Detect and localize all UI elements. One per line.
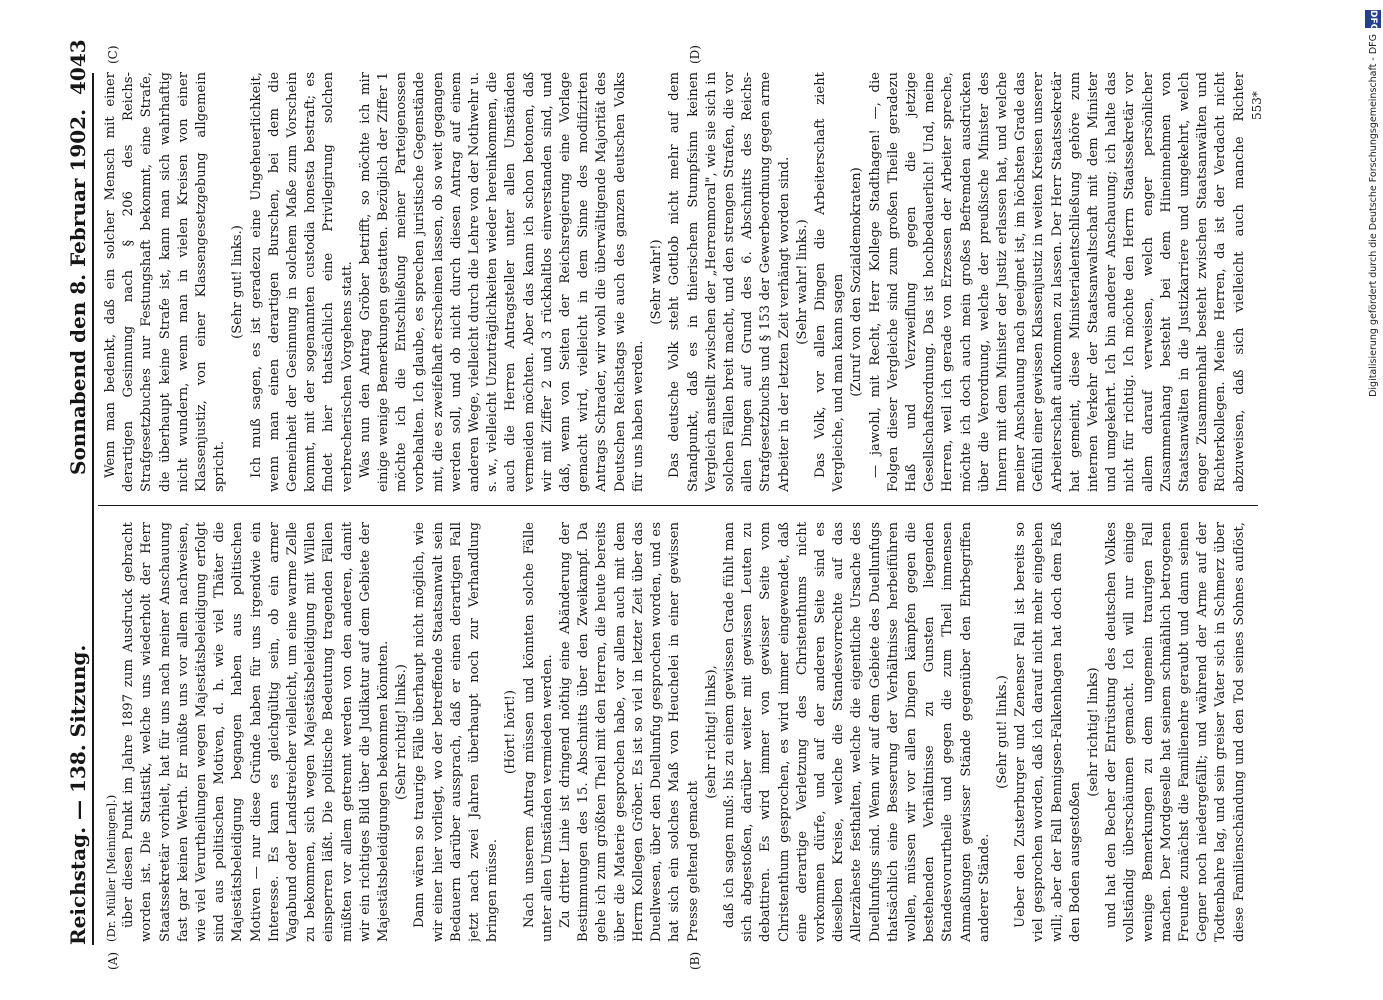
header-rule [92, 73, 94, 945]
left_column-paragraph: daß ich sagen muß: bis zu einem gewissen Grade fühlt man sich abgestoßen, darüber weiter mit gewissen Leuten zu debattiren. Es wird immer von gewisser Seite vom Christenthum gesprochen, es wird immer eingewendet, daß eine derartige Verletzung des Christenthums nicht vorkommen dürfe, und auf der anderen Seite sind es dieselben Kreise, welche die Standesvorrechte auf das Allerzäheste festhalten, welche die eigentliche Ursache des Duellunfugs sind. Wenn wir auf dem Gebiete des Duellunfugs thatsächlich eine Besserung der Verhältnisse herbeiführen wollen, müssen wir vor allen Dingen kämpfen gegen die bestehenden Verhältnisse zu Gunsten liegenden Standesvorurtheile und gegen die zum Theil immensen Anmaßungen gewisser Stände gegenüber den Ehrbegriffen anderer Stände. [721, 522, 992, 942]
signature-mark: 553* [1250, 91, 1264, 120]
left_column-paragraph: (sehr richtig! links) [1085, 667, 1101, 797]
left_column-paragraph: Zu dritter Linie ist dringend nöthig eine Abänderung der Bestimmungen des 15. Abschnitts über den Zweikampf. Da gehe ich zum größten Theil mit den Herren, die heute bereits über die Materie gesprochen habe, vor allem auch mit dem Herrn Kollegen Gröber. Es ist so viel in letzter Zeit über das Duellwesen, über den Duellunfug gesprochen worden, und es hat sich ein solches Maß von Heuchelei in einer gewissen Presse geltend gemacht [558, 522, 701, 942]
margin-mark-a: (A) [106, 951, 120, 970]
right_column-paragraph: (Sehr gut! links.) [230, 225, 246, 339]
margin-mark-d: (D) [688, 45, 702, 64]
right_column-paragraph: (Sehr wahr!) [649, 239, 665, 325]
page-header [62, 39, 96, 945]
header-date: Sonnabend den 8. Februar 1902. [66, 108, 90, 475]
left_column-paragraph: (sehr richtig! links), [703, 665, 719, 799]
right_column-paragraph: (Zuruf von den Sozialdemokraten) [849, 167, 865, 397]
margin-mark-b: (B) [688, 951, 702, 970]
left_column-paragraph: (Hört! hört!) [503, 689, 519, 775]
right_column-paragraph: Wenn man bedenkt, daß ein solcher Mensch mit einer derartigen Gesinnung nach § 206 des Reichs-Strafgesetzbuches nur Festungshaft bekommt, eine Strafe, die überhaupt keine Strafe ist, kann man sich wahrhaftig nicht wundern, wenn man in vielen Kreisen von einer Klassenjustiz, von einer Klassengesetzgebung allgemein spricht. [103, 72, 228, 492]
left_column-paragraph: und hat den Becher der Entrüstung des deutschen Volkes vollständig überschäumen gemacht. Ich will nur einige wenige Bemerkungen zu dem ungemein traurigen Fall machen. Der Mordgeselle hat seinem schmählich betrogenen Freunde zunächst die Familienehre geraubt und dann seinen Gegner noch niedergefällt; und während der Arme auf der Todtenbahre lag, und sein greiser Vater sich in Schmerz über diese Familienschändung und den Tod seines Sohnes auflöst, [1104, 522, 1247, 942]
left_column-paragraph: Dann wären so traurige Fälle überhaupt nicht möglich, wie wir einer hier vorliegt, wo der betreffende Staatsanwalt sein Bedauern darüber aussprach, daß er einen derartigen Fall jetzt nach zwei Jahren überhaupt noch zur Verhandlung bringen müsse. [412, 522, 501, 942]
right_column-paragraph: Ich muß sagen, es ist geradezu eine Ungeheuerlichkeit, wenn man einen derartigen Burschen, bei dem die Gemeinheit der Gesinnung in solchem Maße zum Vorschein kommt, mit der sogenannten custodia honesta bestraft; es findet hier thatsächlich eine Privilegirung solchen verbrecherischen Vorgehens statt. [248, 72, 355, 492]
right_column-paragraph: — jawohl, mit Recht, Herr Kollege Stadthagen! —, die Folgen dieser Vergleiche sind zum großen Theile geradezu Haß und Verzweiflung gegen die jetzige Gesellschaftsordnung. Das ist hochbedauerlich! Und, meine Herren, weil ich gerade von Erzessen der Arbeiter spreche, möchte ich doch auch mein großes Befremden ausdrücken über die Verordnung, welche der preußische Minister des Innern mit dem Minister der Justiz erlassen hat, und welche meiner Anschauung nach geeignet ist, im höchsten Grade das Gefühl einer gewissen Klassenjustiz in weiten Kreisen unserer Arbeiterschaft aufkommen zu lassen. Der Herr Staatssekretär hat gemeint, diese Ministerialentschließung gehöre zum internen Verkehr der Staatsanwaltschaft mit dem Minister und umgekehrt. Ich bin anderer Anschauung; ich halte das nicht für richtig. Ich möchte den Herrn Staatssekretär vor allem darauf verweisen, welch enger persönlicher Zusammenhang besteht bei dem Hineinnehmen von Staatsanwälten in die Justizkarriere und umgekehrt, welch enger Zusammenhalt besteht zwischen Staatsanwälten und Richterkollegen. Meine Herren, da ist der Verdacht nicht abzuweisen, daß sich vielleicht auch manche Richter [867, 72, 1247, 492]
dfg-credit: Digitalisierung gefördert durch die Deutsche Forschungsgemeinschaft - DFG [1368, 34, 1379, 397]
right_column-paragraph: Das Volk, vor allen Dingen die Arbeiterschaft zieht Vergleiche, und man kann sagen [812, 72, 847, 492]
margin-mark-c: (C) [106, 45, 120, 64]
left_column-paragraph: Nach unserem Antrag müssen und könnten solche Fälle unter allen Umständen vermieden werden. [521, 522, 555, 942]
left_column-paragraph: (Sehr richtig! links.) [394, 664, 410, 800]
page-number: 4043 [66, 39, 90, 95]
header-session-title: Reichstag. — 138. Sitzung. [66, 644, 90, 945]
dfg-logo: DFG [1365, 10, 1381, 28]
right-column [102, 72, 1250, 492]
left_column-paragraph: Ueber den Zusterburger und Zenenser Fall ist bereits so viel gesprochen worden, daß ich darauf nicht mehr eingehen will; aber der Fall Bennigsen-Falkenhagen hat doch dem Faß den Boden ausgestoßen [1013, 522, 1083, 942]
column-divider [98, 505, 1258, 506]
right_column-paragraph: (Sehr wahr! links.) [794, 219, 810, 345]
left-column [102, 522, 1250, 942]
right_column-paragraph: Das deutsche Volk steht Gottlob nicht mehr auf dem Standpunkt, daß es in thierischem Stumpfsinn keinen Vergleich anstellt zwischen der „Herrenmoral", wie sie sich in solchen Fällen breit macht, und den strengen Strafen, die vor allen Dingen auf Grund des 6. Abschnitts des Reichs-Strafgesetzbuchs und § 153 der Gewerbeordnung gegen arme Arbeiter in der letzten Zeit verhängt worden sind. [667, 72, 792, 492]
left_column-paragraph: (Sehr gut! links.) [994, 675, 1010, 789]
speaker-label: (Dr. Müller [Meiningen].) [104, 794, 118, 942]
right_column-paragraph: Was nun den Antrag Gröber betrifft, so möchte ich mir einige wenige Bemerkungen gestatten. Bezüglich der Ziffer 1 möchte ich die Entschließung meiner Parteigenossen vorbehalten. Ich glaube, es sprechen juristische Gegenstände mit, die es zweifelhaft erscheinen lassen, ob so weit gegangen werden soll, und ob nicht durch diesen Antrag auf einem anderen Wege, vielleicht durch die Lehre von der Nothwehr u. s. w., vielleicht Unzuträglichkeiten wieder hereinkommen, die auch die Herren Antragsteller unter allen Umständen vermeiden möchten. Aber das kann ich schon betonen, daß wir mit Ziffer 2 und 3 rückhaltlos einverstanden sind, und daß, wenn von Seiten der Reichsregierung eine Vorlage gemacht wird, vielleicht in dem Sinne des modifizirten Antrags Schrader, wir wohl die überwältigende Majorität des Deutschen Reichstags wie auch des ganzen deutschen Volks für uns haben werden. [357, 72, 646, 492]
left_column-paragraph: über diesen Punkt im Jahre 1897 zum Ausdruck gebracht worden ist. Die Statistik, welche uns wiederholt der Herr Staatssekretär vorhielt, hat für uns nach meiner Anschauung fast gar keinen Werth. Er müßte uns vor allem nachweisen, wie viel Verurtheilungen wegen Majestätsbeleidigung erfolgt sind aus politischen Motiven, d. h. wie viel Thäter die Majestätsbeleidigung begangen haben aus politischen Motiven — nur diese Gründe haben für uns irgendwie ein Interesse. Es kann es gleichgültig sein, ob ein armer Vagabund oder Landstreicher vielleicht, um eine warme Zelle zu bekommen, sich wegen Majestätsbeleidigung mit Willen einsperren läßt. Die politische Bedeutung tragenden Fällen müßten vor allem getrennt werden von den anderen, damit wir ein richtiges Bild über die Judikatur auf dem Gebiete der Majestätsbeleidigungen bekommen könnten. [121, 522, 392, 942]
